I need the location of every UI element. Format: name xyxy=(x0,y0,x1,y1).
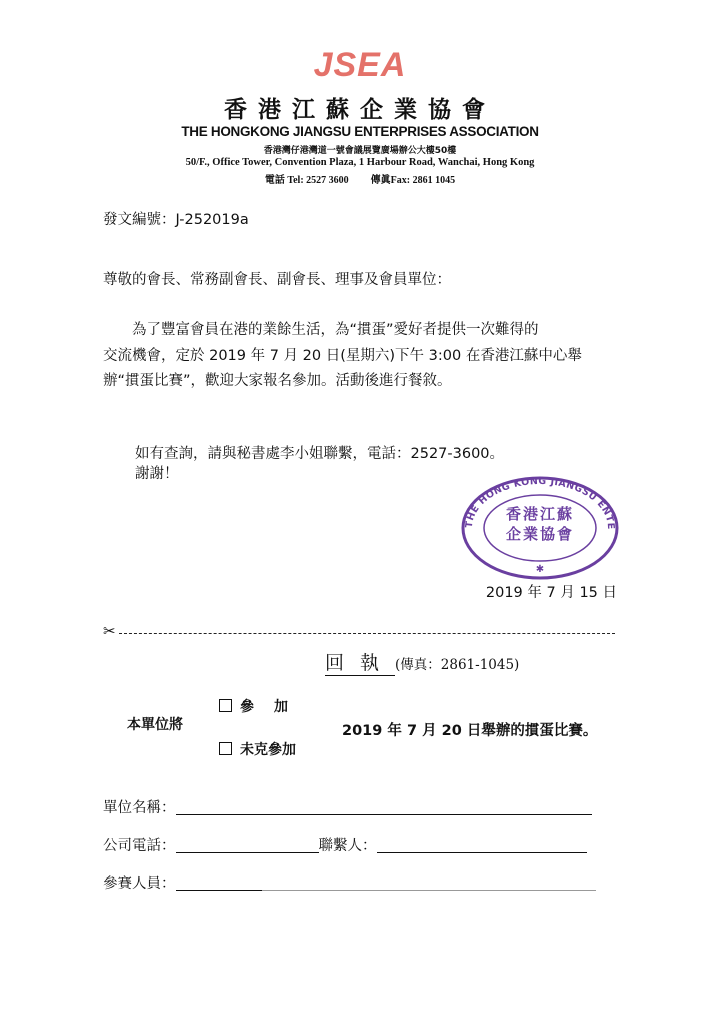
company-phone-blank[interactable] xyxy=(176,838,319,853)
reply-slip-title xyxy=(325,648,519,675)
field-players xyxy=(103,872,596,893)
field-company-phone xyxy=(103,834,587,855)
reply-fax: (傳真：2861-1045) xyxy=(395,657,520,673)
jsea-logo: JSEA xyxy=(313,46,407,84)
para1-line: 交流機會，定於 2019 年 7 月 20 日(星期六)下午 3:00 在香港江蘇中心舉 xyxy=(103,347,582,364)
association-seal xyxy=(460,476,620,580)
salutation: 尊敬的會長、常務副會長、副會長、理事及會員單位： xyxy=(103,272,451,288)
seal-inner-text xyxy=(460,504,620,544)
body-paragraph-2: 如有查詢，請與秘書處李小姐聯繫，電話：2527-3600。 xyxy=(135,446,505,462)
contact-line xyxy=(0,171,720,186)
field-unit-label: 單位名稱： xyxy=(103,800,176,816)
unit-name-blank[interactable] xyxy=(176,800,592,815)
field-contact-label: 聯繫人： xyxy=(318,838,377,854)
checkbox-attend[interactable] xyxy=(219,699,232,712)
option-attend-label: 參加 xyxy=(240,699,308,715)
fax-number: 傳眞Fax: 2861 1045 xyxy=(370,175,456,186)
org-name-zh: 香港江蘇企業協會 xyxy=(224,96,496,123)
para1-line: 辦“摜蛋比賽”，歡迎大家報名參加。活動後進行餐敘。 xyxy=(103,373,452,389)
option-not-attend[interactable] xyxy=(219,739,296,759)
field-phone-label: 公司電話： xyxy=(103,838,176,854)
option-not-attend-label: 未克參加 xyxy=(240,742,296,758)
address-en: 50/F., Office Tower, Convention Plaza, 1 Harbour Road, Wanchai, Hong Kong xyxy=(185,157,535,168)
seal-line-1: 香港江蘇 xyxy=(505,505,574,523)
option-attend[interactable] xyxy=(219,696,308,716)
para1-line: 為了豐富會員在港的業餘生活，為“摜蛋”愛好者提供一次難得的 xyxy=(103,322,539,338)
closing-thanks: 謝謝！ xyxy=(135,466,179,482)
field-players-label: 參賽人員： xyxy=(103,876,176,892)
checkbox-not-attend[interactable] xyxy=(219,742,232,755)
reply-title: 回執 xyxy=(325,652,396,674)
seal-line-2: 企業協會 xyxy=(505,525,574,543)
players-blank-extension[interactable] xyxy=(262,876,596,891)
tel-number: 電話 Tel: 2527 3600 xyxy=(264,175,349,186)
svg-text:THE HONG KONG JIANGSU ENTERPRI: THE HONG KONG JIANGSU ENTE xyxy=(463,476,617,530)
contact-person-blank[interactable] xyxy=(377,838,587,853)
dashed-divider xyxy=(119,633,615,634)
event-description: 2019 年 7 月 20 日舉辦的摜蛋比賽。 xyxy=(342,723,598,739)
svg-text:✱: ✱ xyxy=(535,564,545,575)
scissors-icon: ✂ xyxy=(103,622,116,640)
address-zh: 香港灣仔港灣道一號會議展覽廣場辦公大樓50樓 xyxy=(263,146,457,156)
org-name-en: THE HONGKONG JIANGSU ENTERPRISES ASSOCIATION xyxy=(181,124,539,139)
unit-will-label: 本單位將 xyxy=(127,717,183,733)
cut-line xyxy=(103,624,615,642)
document-number: 發文編號：J-252019a xyxy=(103,212,249,228)
field-unit-name xyxy=(103,796,592,817)
players-blank[interactable] xyxy=(176,876,262,891)
body-paragraph-1 xyxy=(103,318,623,395)
letter-date: 2019 年 7 月 15 日 xyxy=(485,585,617,601)
